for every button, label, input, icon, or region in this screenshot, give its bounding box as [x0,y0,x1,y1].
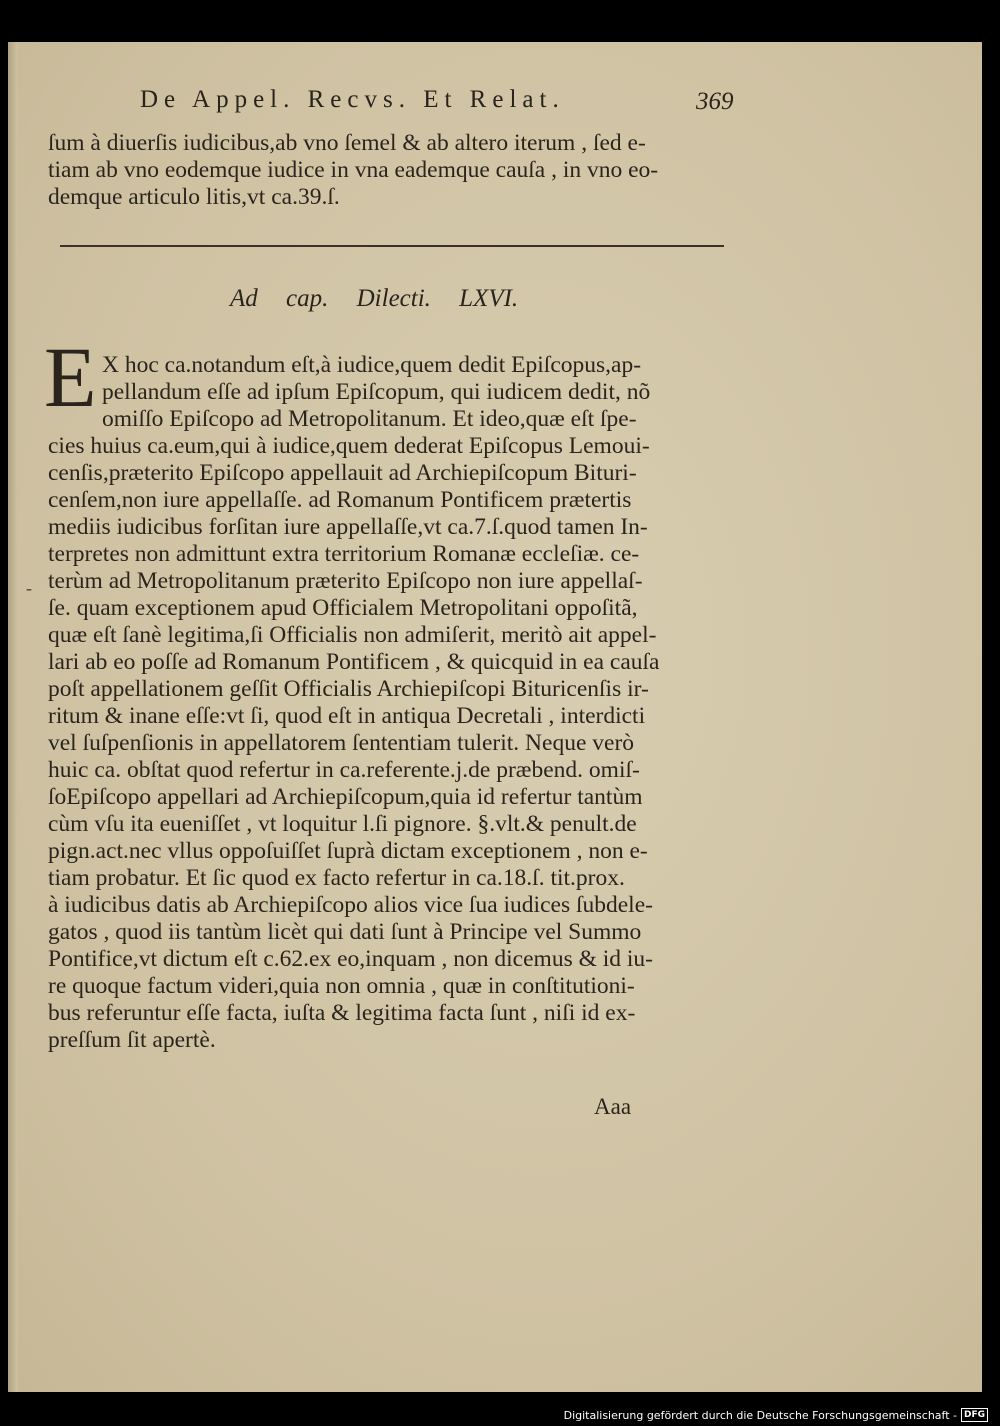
body-line: quæ eſt ſanè legitima,ſi Officialis non admiſerit, meritò ait appel- [48,622,657,648]
drop-cap-initial: E [44,329,97,425]
body-line: ritum & inane eſſe:vt ſi, quod eſt in antiqua Decretali , interdicti [48,703,646,729]
body-line: preſſum ſit apertè. [48,1027,216,1053]
body-line: huic ca. obſtat quod refertur in ca.referente.j.de præbend. omiſ- [48,757,640,783]
top-text-line: ſum à diuerſis iudicibus,ab vno ſemel & ab altero iterum , ſed e- [48,130,646,156]
body-line: re quoque factum videri,quia non omnia , quæ in conſtitutioni- [48,973,635,999]
body-line: omiſſo Epiſcopo ad Metropolitanum. Et ideo,quæ eſt ſpe- [102,406,637,432]
dfg-logo-icon: DFG [961,1408,988,1422]
body-line: lari ab eo poſſe ad Romanum Pontificem , & quicquid in ea cauſa [48,649,660,675]
body-line: à iudicibus datis ab Archiepiſcopo alios vice ſua iudices ſubdele- [48,892,653,918]
section-divider-rule [60,245,724,247]
book-page [8,42,982,1392]
running-head: De Appel. Recvs. Et Relat. [140,86,565,113]
top-text-line: demque articulo litis,vt ca.39.ſ. [48,184,340,210]
body-line: pellandum eſſe ad ipſum Epiſcopum, qui iudicem dedit, nõ [102,379,651,405]
body-line: cenſis,præterito Epiſcopo appellauit ad Archiepiſcopum Bituri- [48,460,637,486]
page-number: 369 [696,88,734,115]
body-line: poſt appellationem geſſit Officialis Archiepiſcopi Bituricenſis ir- [48,676,649,702]
signature-mark: Aaa [594,1094,632,1119]
body-line: cenſem,non iure appellaſſe. ad Romanum Pontificem prætertis [48,487,632,513]
body-line: X hoc ca.notandum eſt,à iudice,quem dedit Epiſcopus,ap- [102,352,642,378]
body-line: terpretes non admittunt extra territorium Romanæ eccleſiæ. ce- [48,541,640,567]
top-text-line: tiam ab vno eodemque iudice in vna eademque cauſa , in vno eo- [48,157,659,183]
body-line: tiam probatur. Et ſic quod ex facto refertur in ca.18.ſ. tit.prox. [48,865,625,891]
body-line: ſoEpiſcopo appellari ad Archiepiſcopum,quia id refertur tantùm [48,784,643,810]
body-line: terùm ad Metropolitanum præterito Epiſcopo non iure appellaſ- [48,568,643,594]
footer-text: Digitalisierung gefördert durch die Deutsche Forschungsgemeinschaft - [563,1408,957,1422]
body-line: gatos , quod iis tantùm licèt qui dati ſunt à Principe vel Summo [48,919,642,945]
body-line: ſe. quam exceptionem apud Officialem Metropolitani oppoſitã, [48,595,638,621]
body-line: pign.act.nec vllus oppoſuiſſet ſuprà dictam exceptionem , non e- [48,838,648,864]
body-line: Pontifice,vt dictum eſt c.62.ex eo,inquam , non dicemus & id iu- [48,946,654,972]
body-line: vel ſuſpenſionis in appellatorem ſententiam tulerit. Neque verò [48,730,635,756]
body-line: cùm vſu ita eueniſſet , vt loquitur l.ſi pignore. §.vlt.& penult.de [48,811,637,837]
page-edge-shadow [8,42,18,1392]
body-line: mediis iudicibus forſitan iure appellaſſe,vt ca.7.ſ.quod tamen In- [48,514,648,540]
body-line: bus referuntur eſſe facta, iuſta & legitima facta ſunt , niſi id ex- [48,1000,636,1026]
margin-mark: - [26,578,32,598]
section-heading: Ad cap. Dilecti. LXVI. [230,285,519,312]
body-line: cies huius ca.eum,qui à iudice,quem dederat Epiſcopus Lemoui- [48,433,650,459]
digitization-footer [564,1408,988,1422]
